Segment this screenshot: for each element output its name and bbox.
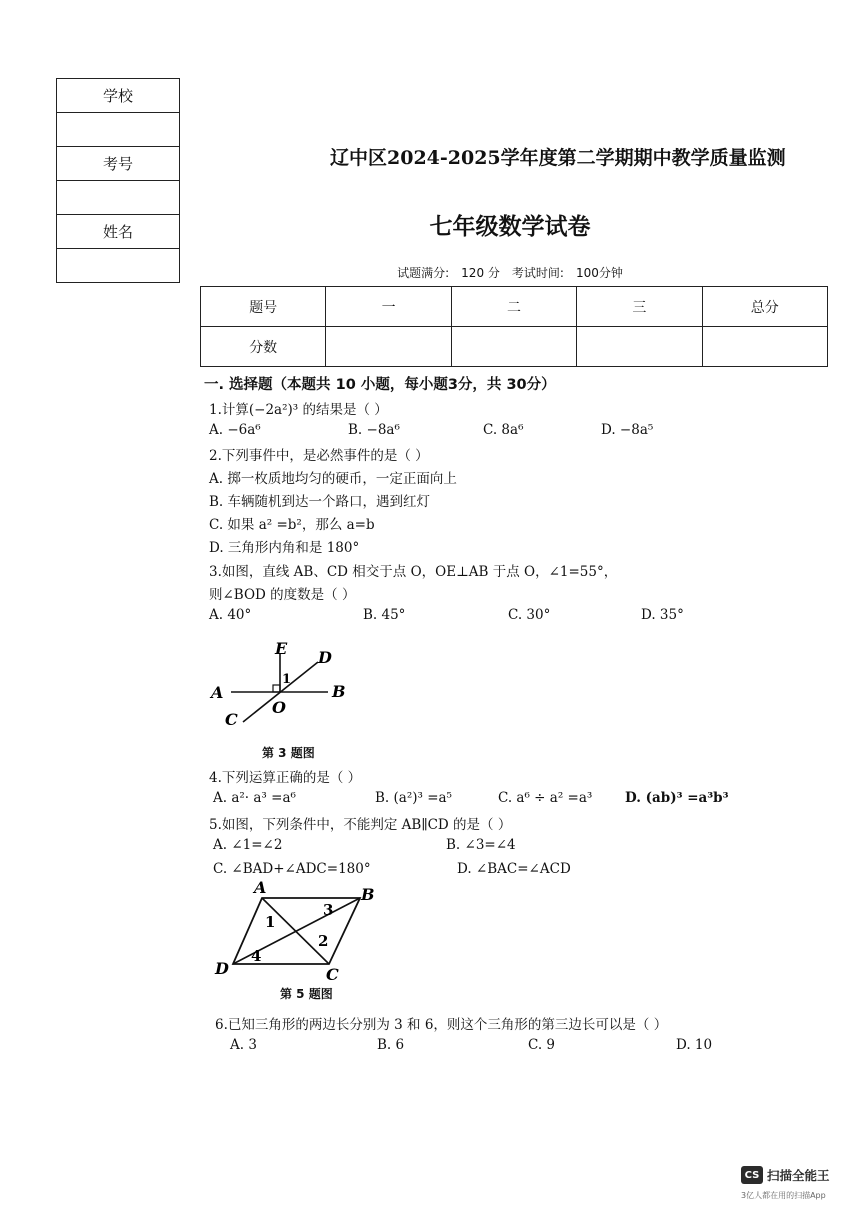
name-field [57,249,179,282]
table-cell: 分数 [201,327,326,367]
label-o: O [272,698,286,717]
camscanner-logo-icon: CS [741,1166,763,1184]
table-row [201,327,828,367]
watermark-tagline: 3亿人都在用的扫描App [741,1191,826,1200]
label-angle-2: 2 [318,932,329,950]
paper-title: 七年级数学试卷 [429,213,591,240]
q5-figure [205,878,390,984]
score-table [200,286,828,367]
section-title: 一. 选择题（本题共 10 小题，每小题3分，共 30分） [204,377,556,393]
student-info-box [56,78,180,283]
exam-number-field [57,181,179,215]
label-a: A [211,683,224,702]
q1-option-a: A. −6a⁶ [209,422,261,438]
label-e: E [275,639,288,658]
right-angle-mark [273,685,280,692]
label-b: B [332,682,346,701]
q5-option-a: A. ∠1=∠2 [213,837,283,853]
table-cell: 三 [577,287,702,327]
q2-option-d: D. 三角形内角和是 180° [209,540,360,556]
q6-stem: 6.已知三角形的两边长分别为 3 和 6，则这个三角形的第三边长可以是（ ） [215,1017,668,1033]
q1-option-c: C. 8a⁶ [483,422,524,438]
q3-figure [205,636,365,736]
label-d: D [318,648,332,667]
q3-caption: 第 3 题图 [262,746,315,760]
exam-meta [200,264,820,281]
table-cell: 题号 [201,287,326,327]
q5-stem: 5.如图，下列条件中，不能判定 AB∥CD 的是（ ） [209,817,512,833]
label-d: D [215,959,229,978]
label-a: A [254,878,267,897]
time-label: 考试时间: [511,266,564,280]
exam-number-label: 考号 [57,147,179,181]
school-label: 学校 [57,79,179,113]
table-cell [702,327,827,367]
table-cell: 一 [326,287,451,327]
q4-stem: 4.下列运算正确的是（ ） [209,770,362,786]
q2-stem: 2.下列事件中，是必然事件的是（ ） [209,448,429,464]
q3-option-a: A. 40° [209,607,252,623]
q5-option-d: D. ∠BAC=∠ACD [457,861,571,877]
q4-option-a: A. a²· a³ =a⁶ [213,790,296,806]
label-angle-1: 1 [265,913,276,931]
full-score-value: 120 分 [461,266,500,280]
full-score-label: 试题满分: [397,266,450,280]
q5-option-b: B. ∠3=∠4 [446,837,516,853]
label-c: C [225,710,238,729]
time-value: 100分钟 [575,266,623,280]
table-cell [451,327,576,367]
q3-option-d: D. 35° [641,607,684,623]
q6-option-d: D. 10 [676,1037,713,1053]
table-cell [326,327,451,367]
q2-option-b: B. 车辆随机到达一个路口，遇到红灯 [209,494,431,510]
watermark-name: 扫描全能王 [767,1168,830,1183]
q4-option-c: C. a⁶ ÷ a² =a³ [498,790,593,806]
q1-option-b: B. −8a⁶ [348,422,400,438]
q3-option-c: C. 30° [508,607,551,623]
scanner-watermark [741,1166,830,1184]
name-label: 姓名 [57,215,179,249]
q3-stem-line1: 3.如图，直线 AB、CD 相交于点 O，OE⊥AB 于点 O，∠1=55°， [209,564,618,580]
label-c: C [326,965,339,984]
table-cell [577,327,702,367]
q2-option-c: C. 如果 a² =b²，那么 a=b [209,517,375,533]
label-angle-3: 3 [323,901,334,919]
q1-option-d: D. −8a⁵ [601,422,654,438]
table-cell: 总分 [702,287,827,327]
q4-option-d: D. (ab)³ =a³b³ [625,790,729,806]
q3-option-b: B. 45° [363,607,406,623]
label-b: B [361,885,375,904]
q5-caption: 第 5 题图 [280,987,333,1001]
label-angle-1: 1 [282,672,292,687]
school-field [57,113,179,147]
q4-option-b: B. (a²)³ =a⁵ [375,790,452,806]
label-angle-4: 4 [251,947,262,965]
q6-option-b: B. 6 [377,1037,405,1053]
q1-stem: 1.计算(−2a²)³ 的结果是（ ） [209,402,388,418]
q6-option-c: C. 9 [528,1037,556,1053]
exam-title: 辽中区2024-2025学年度第二学期期中教学质量监测 [330,147,786,169]
q2-option-a: A. 掷一枚质地均匀的硬币，一定正面向上 [209,471,457,487]
table-cell: 二 [451,287,576,327]
q6-option-a: A. 3 [230,1037,257,1053]
q3-stem-line2: 则∠BOD 的度数是（ ） [209,587,356,603]
table-row [201,287,828,327]
q5-option-c: C. ∠BAD+∠ADC=180° [213,861,371,877]
